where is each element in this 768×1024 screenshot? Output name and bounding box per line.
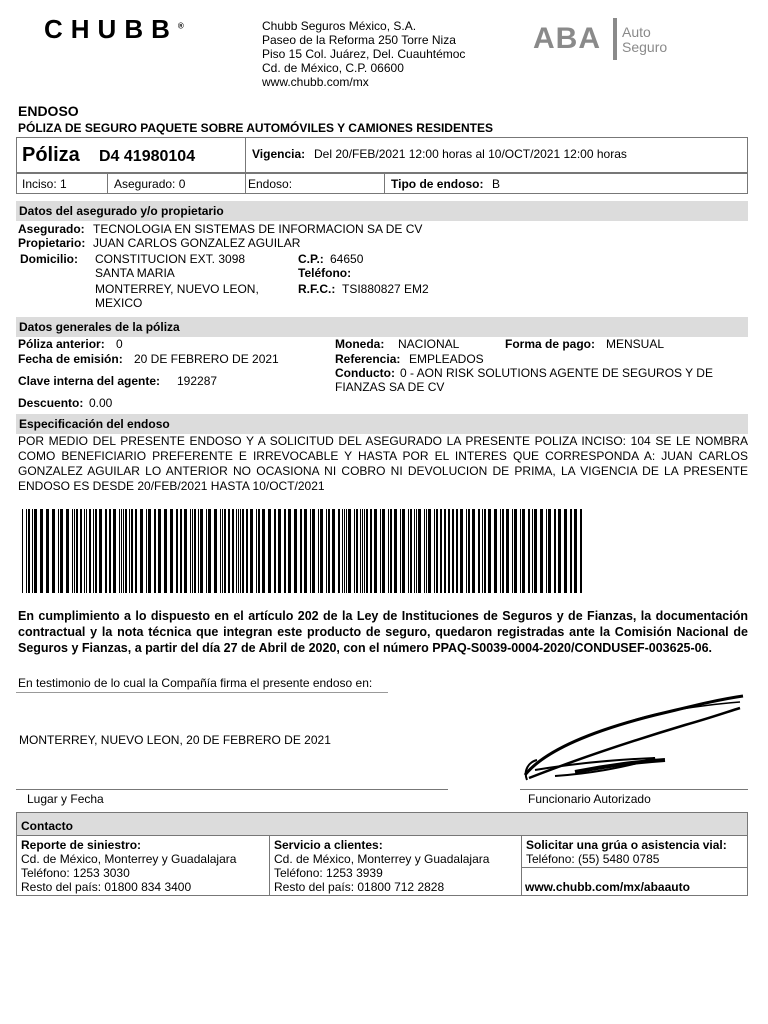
aba-website-link[interactable]: www.chubb.com/mx/abaauto bbox=[525, 880, 690, 894]
barcode-bar bbox=[348, 509, 351, 593]
domicilio-line: MONTERREY, NUEVO LEON, bbox=[95, 282, 259, 296]
asegurado-label: Asegurado: bbox=[18, 222, 85, 236]
barcode-bar bbox=[514, 509, 517, 593]
barcode-bar bbox=[93, 509, 94, 593]
barcode-bar bbox=[554, 509, 556, 593]
siniestro-line: Resto del país: 01800 834 3400 bbox=[21, 880, 192, 894]
barcode-bar bbox=[558, 509, 561, 593]
barcode-bar bbox=[28, 509, 30, 593]
vigencia-cell bbox=[245, 137, 748, 173]
grua-phone: Teléfono: (55) 5480 0785 bbox=[526, 852, 660, 866]
clave-agente-label: Clave interna del agente: bbox=[18, 374, 161, 388]
barcode-bar bbox=[494, 509, 497, 593]
barcode-bar bbox=[99, 509, 102, 593]
poliza-anterior-value: 0 bbox=[116, 337, 123, 351]
asegurado-cell bbox=[107, 173, 246, 194]
forma-pago-label: Forma de pago: bbox=[505, 337, 596, 351]
telefono-label: Teléfono: bbox=[298, 266, 352, 280]
lugar-fecha-value: MONTERREY, NUEVO LEON, 20 DE FEBRERO DE 2021 bbox=[19, 733, 331, 747]
barcode-bar bbox=[232, 509, 234, 593]
barcode-bar bbox=[74, 509, 75, 593]
barcode-bar bbox=[158, 509, 161, 593]
conducto-value: 0 - AON RISK SOLUTIONS AGENTE DE SEGUROS Y DE bbox=[400, 366, 713, 380]
barcode-bar bbox=[284, 509, 286, 593]
barcode-bar bbox=[131, 509, 133, 593]
brand-mark: ® bbox=[177, 21, 184, 31]
barcode-bar bbox=[32, 509, 33, 593]
lugar-line bbox=[16, 789, 448, 790]
aba-sub-seguro: Seguro bbox=[622, 39, 668, 55]
barcode-bar bbox=[400, 509, 401, 593]
tipo-label: Tipo de endoso: bbox=[391, 177, 484, 191]
barcode-bar bbox=[318, 509, 319, 593]
funcionario-line bbox=[520, 789, 748, 790]
barcode-bar bbox=[328, 509, 330, 593]
barcode-bar bbox=[206, 509, 207, 593]
referencia-value: EMPLEADOS bbox=[409, 352, 484, 366]
barcode-bar bbox=[320, 509, 323, 593]
barcode-bar bbox=[388, 509, 389, 593]
asegurado-value: TECNOLOGIA EN SISTEMAS DE INFORMACION SA DE CV bbox=[93, 222, 423, 236]
barcode-bar bbox=[300, 509, 302, 593]
conducto-label: Conducto: bbox=[335, 366, 395, 380]
barcode-bar bbox=[194, 509, 196, 593]
barcode-bar bbox=[140, 509, 143, 593]
barcode-bar bbox=[354, 509, 355, 593]
propietario-label: Propietario: bbox=[18, 236, 86, 250]
barcode-bar bbox=[52, 509, 55, 593]
domicilio-line: MEXICO bbox=[95, 296, 143, 310]
barcode-bar bbox=[428, 509, 431, 593]
funcionario-label: Funcionario Autorizado bbox=[528, 792, 651, 806]
barcode-bar bbox=[440, 509, 442, 593]
barcode-bar bbox=[236, 509, 237, 593]
barcode-bar bbox=[382, 509, 385, 593]
legal-text: En cumplimiento a lo dispuesto en el artículo 202 de la Ley de Instituciones de Seguros y de Fianzas, la documentación contractual y la nota técnica que integran este producto de seguro, quedaron registradas ante la Comisión Nacional de Seguros y Fianzas, a partir del día 27 de Abril de 2020, con el número PPAQ-S0039-0004-2020/CONDUSEF-003625-06. bbox=[18, 609, 748, 655]
poliza-cell bbox=[16, 137, 246, 173]
moneda-label: Moneda: bbox=[335, 337, 385, 351]
propietario-value: JUAN CARLOS GONZALEZ AGUILAR bbox=[93, 236, 301, 250]
domicilio-label: Domicilio: bbox=[20, 252, 79, 266]
servicio-line: Teléfono: 1253 3939 bbox=[274, 866, 383, 880]
barcode-bar bbox=[184, 509, 187, 593]
cp-label: C.P.: bbox=[298, 252, 324, 266]
barcode-bar bbox=[288, 509, 291, 593]
barcode-bar bbox=[176, 509, 178, 593]
barcode-bar bbox=[214, 509, 217, 593]
doc-title: ENDOSO bbox=[18, 103, 79, 119]
barcode-bar bbox=[410, 509, 412, 593]
barcode-bar bbox=[478, 509, 480, 593]
vigencia-label: Vigencia: bbox=[252, 147, 306, 161]
brand-name: CHUBB bbox=[44, 14, 178, 44]
domicilio-line: CONSTITUCION EXT. 3098 bbox=[95, 252, 246, 266]
barcode-bar bbox=[125, 509, 127, 593]
barcode-bar bbox=[66, 509, 69, 593]
section-asegurado: Datos del asegurado y/o propietario bbox=[16, 201, 748, 221]
barcode-bar bbox=[448, 509, 450, 593]
barcode-bar bbox=[522, 509, 525, 593]
barcode-bar bbox=[135, 509, 137, 593]
barcode-bar bbox=[268, 509, 271, 593]
barcode-bar bbox=[34, 509, 37, 593]
barcode-bar bbox=[242, 509, 244, 593]
contacto-col-servicio bbox=[269, 835, 522, 896]
barcode-bar bbox=[129, 509, 130, 593]
barcode-bar bbox=[40, 509, 43, 593]
conducto-value-cont: FIANZAS SA DE CV bbox=[335, 380, 445, 394]
chubb-logo bbox=[44, 14, 184, 45]
barcode-bar bbox=[262, 509, 265, 593]
barcode-bar bbox=[294, 509, 297, 593]
address-line: Cd. de México, C.P. 06600 bbox=[262, 61, 404, 75]
fecha-emision-label: Fecha de emisión: bbox=[18, 352, 123, 366]
barcode-bar bbox=[80, 509, 82, 593]
endoso-cell bbox=[245, 173, 385, 194]
siniestro-line: Teléfono: 1253 3030 bbox=[21, 866, 130, 880]
address-line: Piso 15 Col. Juárez, Del. Cuauhtémoc bbox=[262, 47, 466, 61]
barcode-bar bbox=[580, 509, 582, 593]
section-generales: Datos generales de la póliza bbox=[16, 317, 748, 337]
barcode-bar bbox=[370, 509, 372, 593]
barcode-bar bbox=[113, 509, 116, 593]
tipo-cell bbox=[384, 173, 748, 194]
barcode-bar bbox=[105, 509, 107, 593]
barcode-bar bbox=[540, 509, 543, 593]
contacto-col-grua bbox=[521, 835, 748, 868]
siniestro-line: Cd. de México, Monterrey y Guadalajara bbox=[21, 852, 237, 866]
address-line: www.chubb.com/mx bbox=[262, 75, 369, 89]
barcode-bar bbox=[190, 509, 191, 593]
barcode-bar bbox=[528, 509, 530, 593]
barcode-bar bbox=[164, 509, 167, 593]
barcode-bar bbox=[200, 509, 203, 593]
barcode-bar bbox=[84, 509, 85, 593]
barcode-bar bbox=[208, 509, 211, 593]
barcode-bar bbox=[344, 509, 345, 593]
inciso-value: Inciso: 1 bbox=[22, 177, 67, 191]
barcode-bar bbox=[574, 509, 577, 593]
barcode-bar bbox=[274, 509, 276, 593]
barcode-bar bbox=[460, 509, 463, 593]
barcode-bar bbox=[246, 509, 248, 593]
barcode-bar bbox=[546, 509, 547, 593]
poliza-number: D4 41980104 bbox=[99, 148, 196, 165]
barcode-bar bbox=[534, 509, 537, 593]
barcode-bar bbox=[304, 509, 307, 593]
barcode-bar bbox=[86, 509, 87, 593]
barcode-bar bbox=[364, 509, 365, 593]
domicilio-line: SANTA MARIA bbox=[95, 266, 175, 280]
barcode-bar bbox=[468, 509, 470, 593]
servicio-line: Cd. de México, Monterrey y Guadalajara bbox=[274, 852, 490, 866]
barcode-bar bbox=[119, 509, 120, 593]
asegurado-count: Asegurado: 0 bbox=[114, 177, 186, 191]
barcode-bar bbox=[148, 509, 151, 593]
servicio-line: Resto del país: 01800 712 2828 bbox=[274, 880, 445, 894]
contacto-header bbox=[16, 812, 748, 836]
rfc-value: TSI880827 EM2 bbox=[342, 282, 429, 296]
barcode-bar bbox=[250, 509, 253, 593]
barcode-bar bbox=[238, 509, 239, 593]
barcode-bar bbox=[146, 509, 147, 593]
descuento-value: 0.00 bbox=[89, 396, 113, 410]
section-especificacion: Especificación del endoso bbox=[16, 414, 748, 434]
barcode-bar bbox=[46, 509, 49, 593]
contacto-web-cell bbox=[521, 867, 748, 896]
servicio-title: Servicio a clientes: bbox=[274, 838, 383, 852]
aba-sub-auto: Auto bbox=[622, 24, 651, 40]
barcode-bar bbox=[326, 509, 327, 593]
rfc-label: R.F.C.: bbox=[298, 282, 336, 296]
barcode-bar bbox=[60, 509, 63, 593]
forma-pago-value: MENSUAL bbox=[606, 337, 665, 351]
referencia-label: Referencia: bbox=[335, 352, 401, 366]
barcode-bar bbox=[416, 509, 417, 593]
barcode-bar bbox=[436, 509, 438, 593]
testimonio-text: En testimonio de lo cual la Compañía firma el presente endoso en: bbox=[18, 676, 373, 690]
barcode-bar bbox=[170, 509, 173, 593]
barcode-bar bbox=[434, 509, 435, 593]
tipo-value: B bbox=[492, 177, 501, 191]
company-address bbox=[262, 19, 465, 89]
authorized-signature bbox=[515, 690, 745, 785]
barcode-bar bbox=[121, 509, 122, 593]
inciso-cell bbox=[16, 173, 108, 194]
barcode-bar bbox=[356, 509, 358, 593]
barcode-bar bbox=[278, 509, 281, 593]
barcode-bar bbox=[512, 509, 513, 593]
barcode-bar bbox=[564, 509, 567, 593]
barcode-bar bbox=[488, 509, 491, 593]
barcode-bar bbox=[332, 509, 335, 593]
barcode-bar bbox=[258, 509, 260, 593]
barcode-bar bbox=[198, 509, 199, 593]
barcode-bar bbox=[484, 509, 486, 593]
barcode-bar bbox=[444, 509, 446, 593]
barcode-bar bbox=[360, 509, 361, 593]
barcode-bar bbox=[500, 509, 501, 593]
barcode-bar bbox=[338, 509, 340, 593]
barcode-bar bbox=[22, 509, 23, 593]
barcode-bar bbox=[402, 509, 405, 593]
barcode-bar bbox=[408, 509, 409, 593]
barcode-bar bbox=[220, 509, 221, 593]
barcode-bar bbox=[89, 509, 91, 593]
barcode-bar bbox=[58, 509, 59, 593]
address-line: Paseo de la Reforma 250 Torre Niza bbox=[262, 33, 456, 47]
fecha-emision-value: 20 DE FEBRERO DE 2021 bbox=[134, 352, 279, 366]
descuento-label: Descuento: bbox=[18, 396, 84, 410]
barcode-bar bbox=[366, 509, 368, 593]
poliza-label: Póliza bbox=[22, 144, 80, 166]
barcode-bar bbox=[506, 509, 509, 593]
barcode-bar bbox=[310, 509, 311, 593]
barcode-bar bbox=[394, 509, 397, 593]
barcode-bar bbox=[472, 509, 475, 593]
barcode-bar bbox=[95, 509, 97, 593]
poliza-anterior-label: Póliza anterior: bbox=[18, 337, 105, 351]
barcode-bar bbox=[180, 509, 182, 593]
barcode-bar bbox=[426, 509, 427, 593]
barcode-bar bbox=[228, 509, 230, 593]
barcode-bar bbox=[520, 509, 521, 593]
barcode-bar bbox=[424, 509, 425, 593]
barcode-bar bbox=[570, 509, 572, 593]
barcode-bar bbox=[374, 509, 377, 593]
barcode-bar bbox=[26, 509, 27, 593]
barcode-bar bbox=[466, 509, 467, 593]
barcode-bar bbox=[109, 509, 111, 593]
vigencia-value: Del 20/FEB/2021 12:00 horas al 10/OCT/2021 12:00 horas bbox=[314, 147, 627, 161]
barcode-bar bbox=[224, 509, 226, 593]
lugar-fecha-label: Lugar y Fecha bbox=[27, 792, 104, 806]
endoso-label: Endoso: bbox=[248, 177, 293, 191]
legal-divider bbox=[16, 692, 388, 693]
moneda-value: NACIONAL bbox=[398, 337, 460, 351]
barcode-bar bbox=[240, 509, 241, 593]
barcode-bar bbox=[222, 509, 223, 593]
barcode-bar bbox=[342, 509, 343, 593]
barcode-bar bbox=[502, 509, 504, 593]
barcode-bar bbox=[362, 509, 363, 593]
barcode-bar bbox=[548, 509, 551, 593]
especificacion-text: POR MEDIO DEL PRESENTE ENDOSO Y A SOLICITUD DEL ASEGURADO LA PRESENTE POLIZA INCISO: 104 SE LE NOMBRA COMO BENEFICIARIO PREFERENTE E IRREVOCABLE Y HASTA POR EL INTERES QUE CORRESPONDA A: JUAN CARLOS GONZALEZ AGUILAR LO ANTERIOR NO OCASIONA NI COBRO NI DEVOLUCION DE PRIMA, LA VIGENCIA DE LA PRESENTE ENDOSO ES DESDE 20/FEB/2021 HASTA 10/OCT/2021 bbox=[18, 434, 748, 493]
barcode-bar bbox=[76, 509, 78, 593]
barcode-bar bbox=[256, 509, 257, 593]
barcode-bar bbox=[123, 509, 124, 593]
contacto-col-siniestro bbox=[16, 835, 270, 896]
barcode bbox=[20, 509, 586, 593]
barcode-bar bbox=[456, 509, 458, 593]
contacto-title: Contacto bbox=[21, 819, 73, 833]
barcode-bar bbox=[192, 509, 193, 593]
cp-value: 64650 bbox=[330, 252, 364, 266]
barcode-bar bbox=[154, 509, 156, 593]
aba-divider bbox=[613, 18, 617, 60]
address-line: Chubb Seguros México, S.A. bbox=[262, 19, 417, 33]
clave-agente-value: 192287 bbox=[177, 374, 218, 388]
barcode-bar bbox=[482, 509, 483, 593]
grua-title: Solicitar una grúa o asistencia vial: bbox=[526, 838, 727, 852]
siniestro-title: Reporte de siniestro: bbox=[21, 838, 142, 852]
barcode-bar bbox=[346, 509, 347, 593]
barcode-bar bbox=[72, 509, 73, 593]
aba-mark: ABA bbox=[533, 22, 601, 55]
barcode-bar bbox=[452, 509, 454, 593]
doc-subtitle: PÓLIZA DE SEGURO PAQUETE SOBRE AUTOMÓVILES Y CAMIONES RESIDENTES bbox=[18, 121, 493, 135]
barcode-bar bbox=[380, 509, 381, 593]
barcode-bar bbox=[390, 509, 392, 593]
barcode-bar bbox=[312, 509, 315, 593]
barcode-bar bbox=[418, 509, 421, 593]
barcode-bar bbox=[414, 509, 415, 593]
barcode-bar bbox=[532, 509, 533, 593]
